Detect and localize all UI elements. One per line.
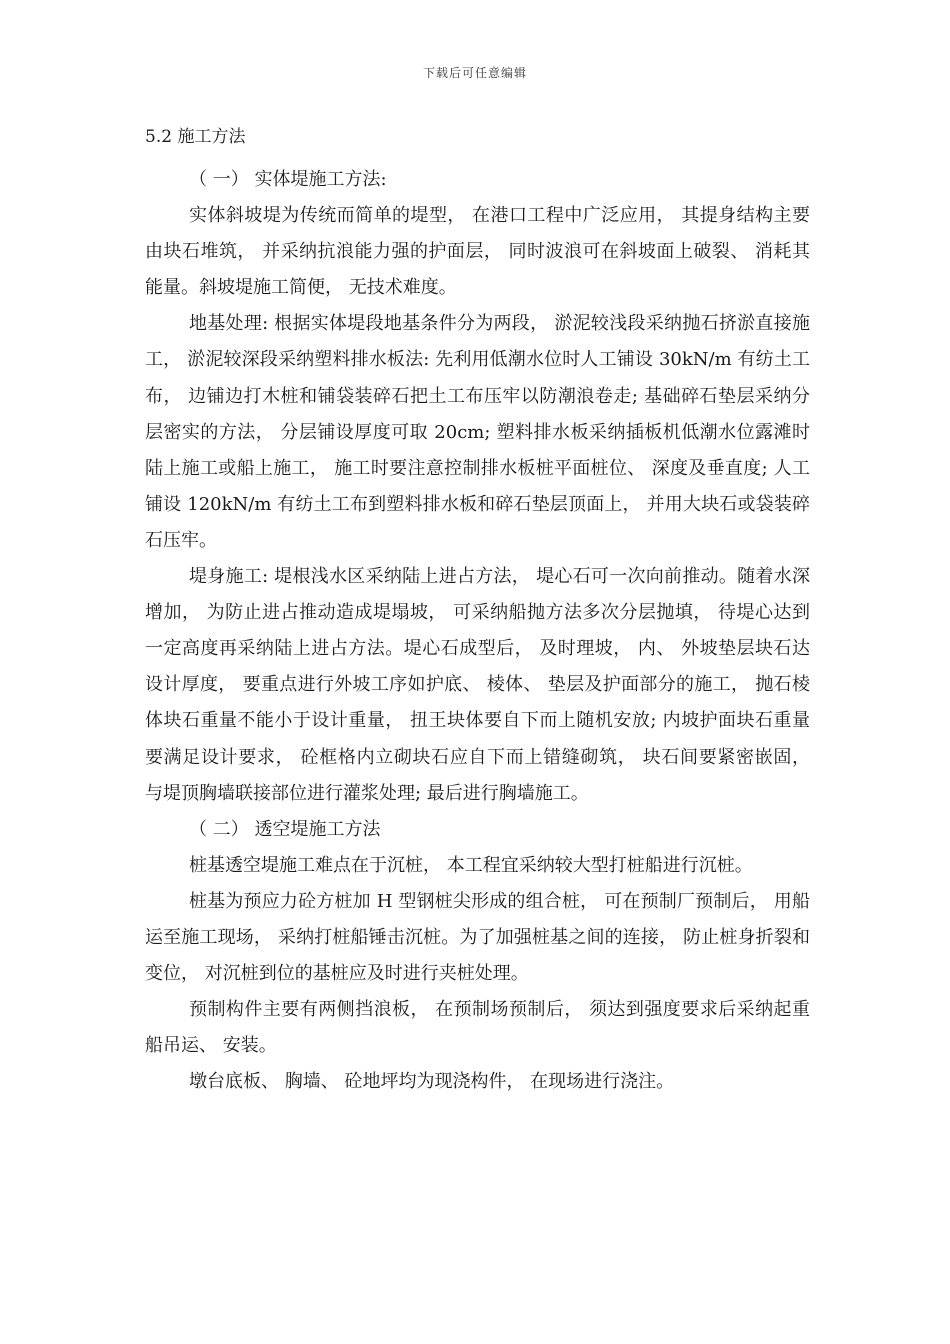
paragraph-foundation-treatment: 地基处理: 根据实体堤段地基条件分为两段， 淤泥较浅段采纳抛石挤淤直接施工， 淤泥较深段采纳塑料排水板法: 先利用低潮水位时人工铺设 30kN/m 有纺土工布， 边铺边打木桩和铺袋装碎石把土工布压牢以防潮浪卷走; 基础碎石垫层采纳分层密实的方法， 分层铺设厚度可取 20cm; 塑料排水板采纳插板机低潮水位露滩时陆上施工或船上施工， 施工时要注意控制排水板桩平面桩位、 深度及垂直度; 人工铺设 120kN/m 有纺土工布到塑料排水板和碎石垫层顶面上， 并用大块石或袋装碎石压牢。 bbox=[145, 313, 810, 551]
paragraph-composite-pile: 桩基为预应力砼方桩加 H 型钢桩尖形成的组合桩， 可在预制厂预制后， 用船运至施工现场， 采纳打桩船锤击沉桩。为了加强桩基之间的连接， 防止桩身折裂和变位， 对沉桩到位的基桩应及时进行夹桩处理。 bbox=[145, 890, 810, 985]
paragraph-precast-members: 预制构件主要有两侧挡浪板， 在预制场预制后， 须达到强度要求后采纳起重船吊运、 安装。 bbox=[145, 999, 810, 1057]
section-title: 5.2 施工方法 bbox=[145, 127, 246, 147]
paragraph-dike-body-construction: 堤身施工: 堤根浅水区采纳陆上进占方法， 堤心石可一次向前推动。随着水深增加， 为防止进占推动造成堤塌坡， 可采纳船抛方法多次分层抛填， 待堤心达到一定高度再采纳陆上进占方法。堤心石成型后， 及时理坡， 内、 外坡垫层块石达设计厚度， 要重点进行外坡工序如护底、 棱体、 垫层及护面部分的施工， 抛石棱体块石重量不能小于设计重量， 扭王块体要自下而上随机安放; 内坡护面块石重量要满足设计要求， 砼框格内立砌块石应自下而上错缝砌筑， 块石间要紧密嵌固， 与堤顶胸墙联接部位进行灌浆处理; 最后进行胸墙施工。 bbox=[145, 566, 810, 804]
heading-solid-breakwater: （ 一） 实体堤施工方法: bbox=[189, 169, 387, 190]
paragraph-cast-in-place: 墩台底板、 胸墙、 砼地坪均为现浇构件， 在现场进行浇注。 bbox=[189, 1071, 675, 1093]
page-header-note: 下载后可任意编辑 bbox=[422, 66, 527, 80]
document-body bbox=[145, 126, 810, 1100]
paragraph-pile-driving: 桩基透空堤施工难点在于沉桩， 本工程宜采纳较大型打桩船进行沉桩。 bbox=[189, 854, 753, 876]
paragraph-slope-breakwater-intro: 实体斜坡堤为传统而简单的堤型， 在港口工程中广泛应用， 其提身结构主要由块石堆筑， 并采纳抗浪能力强的护面层， 同时波浪可在斜坡面上破裂、 消耗其能量。斜坡堤施工简便， 无技术难度。 bbox=[145, 205, 810, 299]
heading-open-breakwater: （ 二） 透空堤施工方法 bbox=[189, 818, 381, 840]
